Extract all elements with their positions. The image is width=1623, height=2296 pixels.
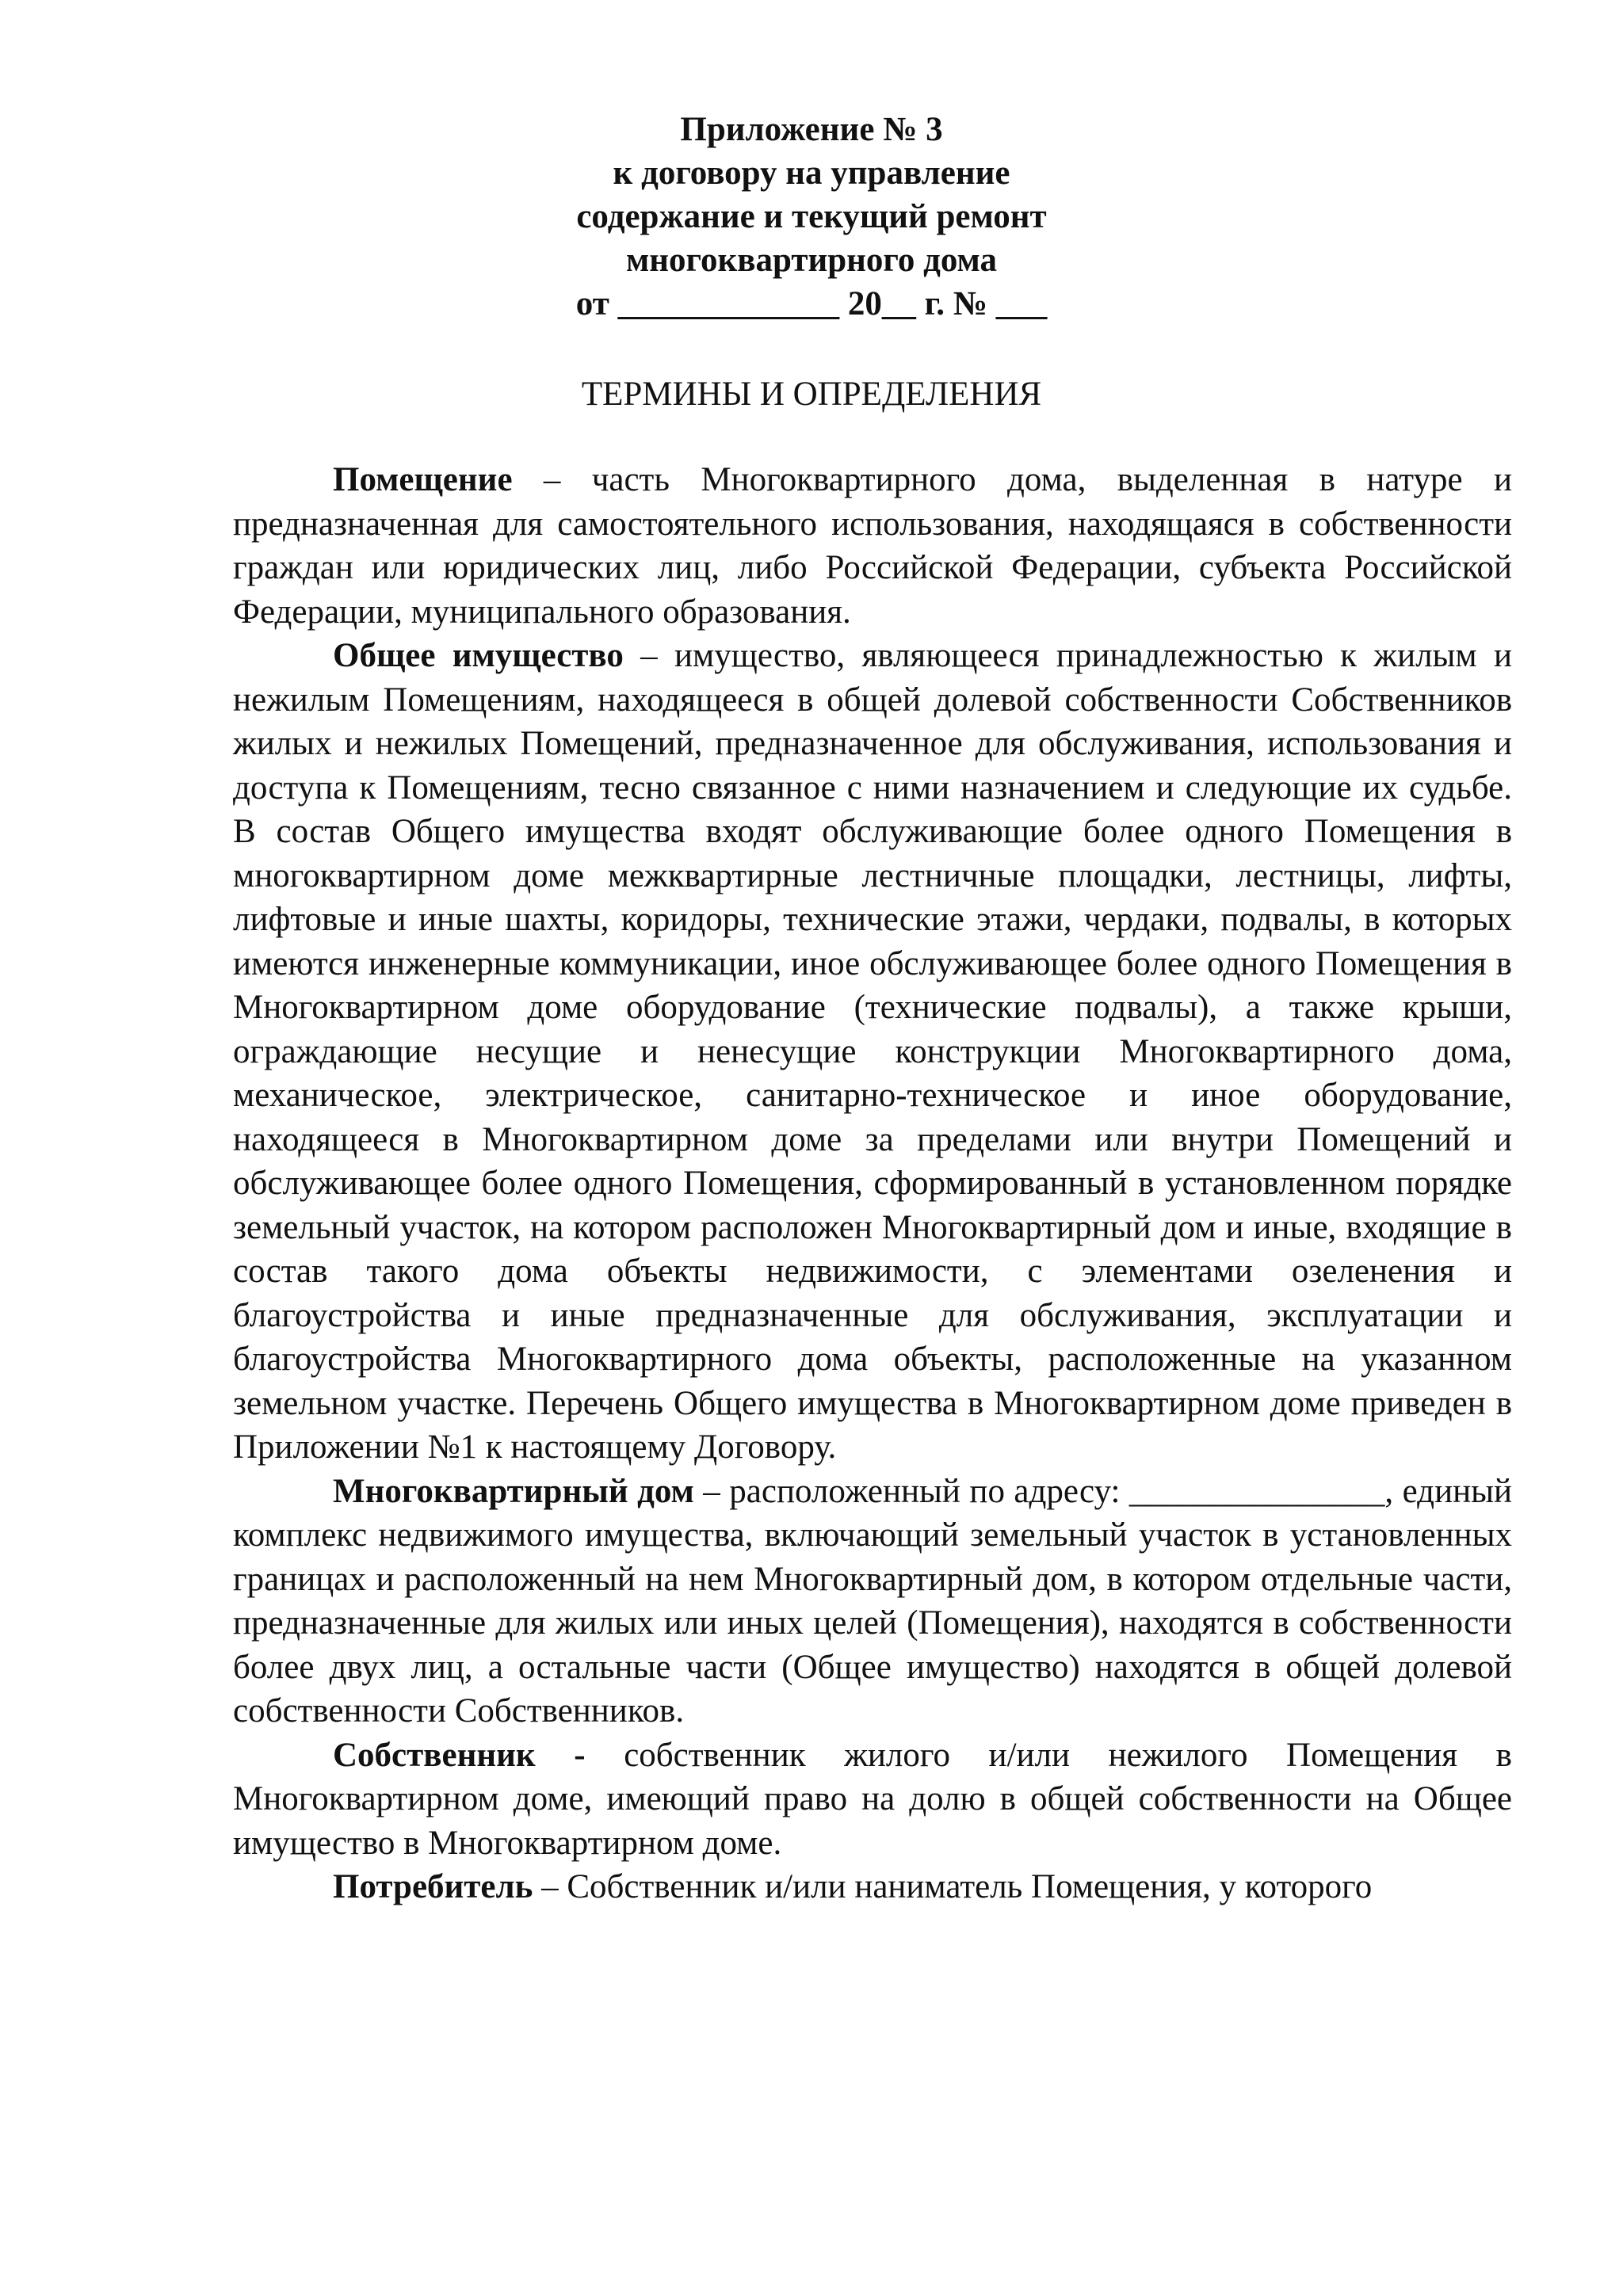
definition-text: – Собственник и/или наниматель Помещения, у которого	[533, 1868, 1373, 1905]
definition-paragraph	[233, 458, 1512, 634]
definition-text: собственник жилого и/или нежилого Помещения в Многоквартирном доме, имеющий право на долю в общей собственности на Общее имущество в Многоквартирном доме.	[233, 1736, 1512, 1862]
definition-term: Многоквартирный дом	[333, 1472, 694, 1510]
definition-term: Общее имущество	[333, 637, 624, 674]
contract-object: многоквартирного дома	[625, 242, 998, 279]
definition-paragraph	[233, 1865, 1512, 1909]
definition-term: Собственник -	[333, 1736, 586, 1774]
definitions-body	[233, 458, 1512, 1909]
contract-reference: к договору на управление	[613, 154, 1010, 192]
contract-date-number: от _____________ 20__ г. № ___	[575, 285, 1048, 322]
appendix-number: Приложение № 3	[680, 111, 943, 148]
definition-text: – имущество, являющееся принадлежностью к жилым и нежилым Помещениям, находящееся в общей долевой собственности Собственников жилых и нежилых Помещений, предназначенное для обслуживания, использования и доступа к Помещениям, тесно связанное с ними назначением и следующие их судьбе. В состав Общего имущества входят обслуживающие более одного Помещения в многоквартирном доме межквартирные лестничные площадки, лестницы, лифты, лифтовые и иные шахты, коридоры, технические этажи, чердаки, подвалы, в которых имеются инженерные коммуникации, иное обслуживающее более одного Помещения в Многоквартирном доме оборудование (технические подвалы), а также крыши, ограждающие несущие и ненесущие конструкции Многоквартирного дома, механическое, электрическое, санитарно-техническое и иное оборудование, находящееся в Многоквартирном доме за пределами или внутри Помещений и обслуживающее более одного Помещения, сформированный в установленном порядке земельный участок, на котором расположен Многоквартирный дом и иные, входящие в состав такого дома объекты недвижимости, с элементами озеленения и благоустройства и иные предназначенные для обслуживания, эксплуатации и благоустройства Многоквартирного дома объекты, расположенные на указанном земельном участке. Перечень Общего имущества в Многоквартирном доме приведен в Приложении №1 к настоящему Договору.	[233, 637, 1512, 1466]
definition-term: Потребитель	[333, 1868, 533, 1905]
appendix-header	[0, 108, 1623, 326]
definition-paragraph	[233, 1733, 1512, 1866]
definition-paragraph	[233, 1470, 1512, 1733]
definition-term: Помещение	[333, 461, 513, 498]
contract-subject: содержание и текущий ремонт	[576, 198, 1047, 235]
section-heading: ТЕРМИНЫ И ОПРЕДЕЛЕНИЯ	[581, 376, 1042, 413]
definition-paragraph	[233, 634, 1512, 1470]
definition-text: – расположенный по адресу: _______________, единый комплекс недвижимого имущества, включающий земельный участок в установленных границах и расположенный на нем Многоквартирный дом, в котором отдельные части, предназначенные для жилых или иных целей (Помещения), находятся в собственности более двух лиц, а остальные части (Общее имущество) находятся в общей долевой собственности Собственников.	[233, 1472, 1512, 1730]
definition-text: – часть Многоквартирного дома, выделенная в натуре и предназначенная для самостоятельного использования, находящаяся в собственности граждан или юридических лиц, либо Российской Федерации, субъекта Российской Федерации, муниципального образования.	[233, 461, 1512, 631]
